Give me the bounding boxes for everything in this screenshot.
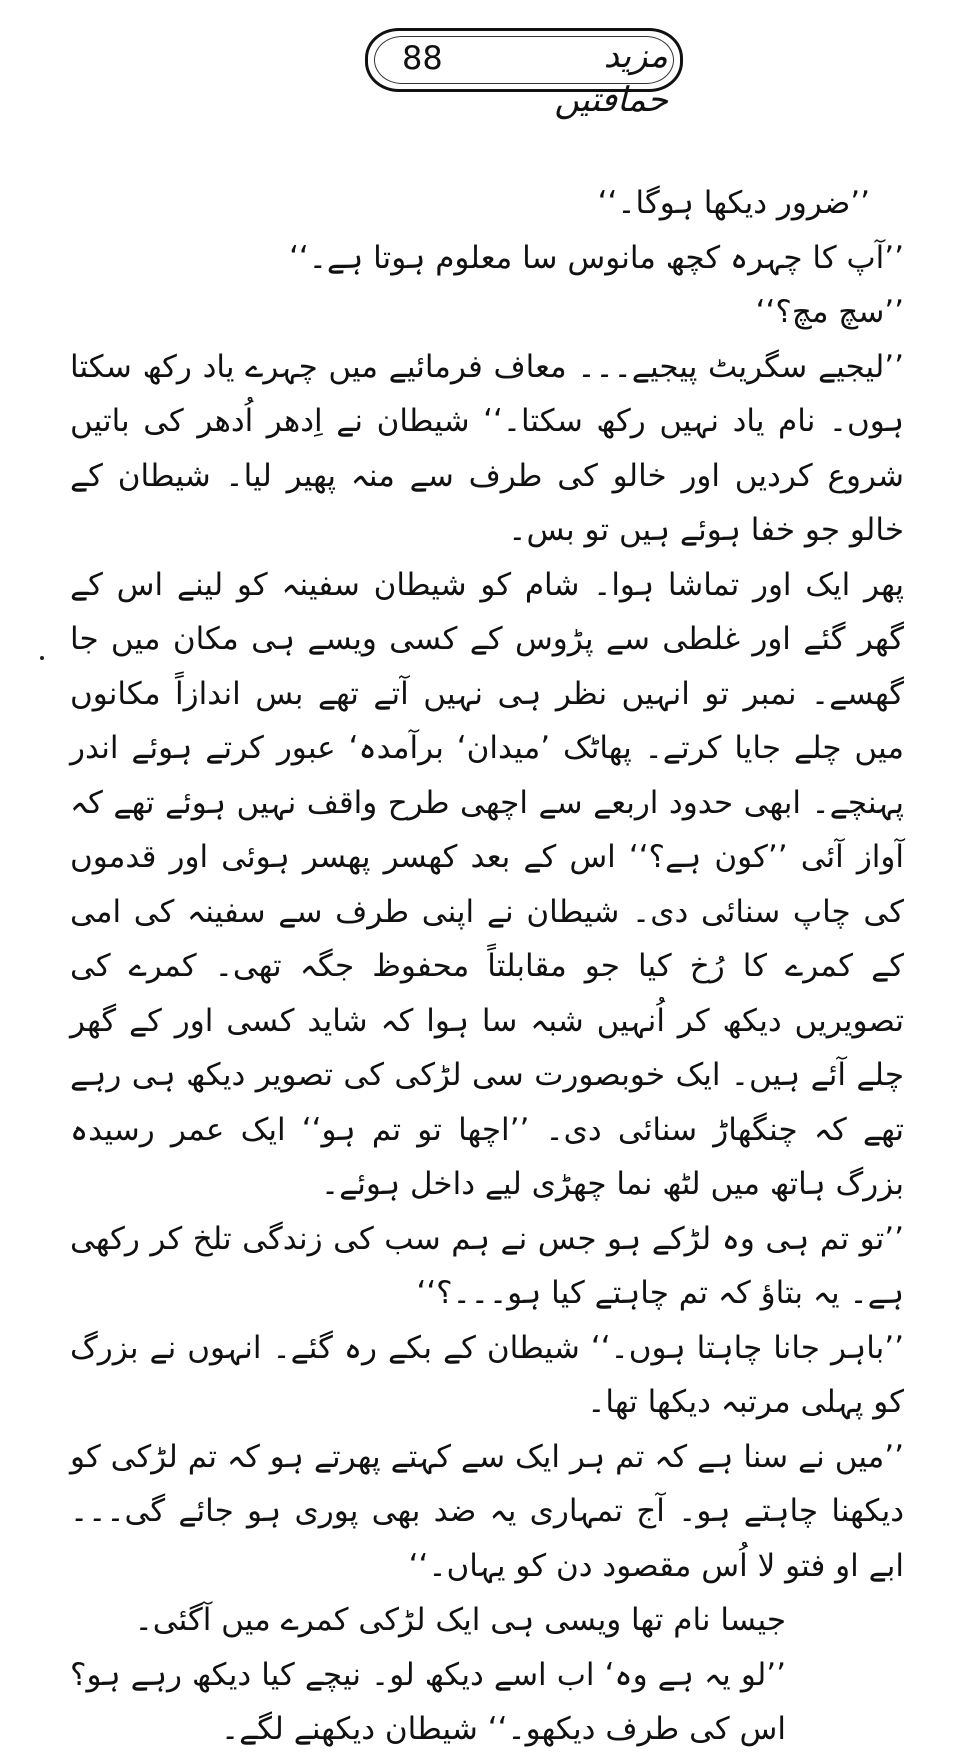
paragraph: جیسا نام تھا ویسی ہی ایک لڑکی کمرے میں آگئی۔ (134, 1602, 786, 1638)
paragraph: ’’تو تم ہی وہ لڑکے ہو جس نے ہم سب کی زندگی تلخ کر رکھی ہے۔ یہ بتاؤ کہ تم چاہتے کیا ہو۔۔۔؟‘‘ (70, 1220, 904, 1311)
paragraph: پھر ایک اور تماشا ہوا۔ شام کو شیطان سفینہ کو لینے اس کے گھر گئے اور غلطی سے پڑوس کے کسی ویسے ہی مکان میں جا گھسے۔ نمبر تو انہیں نظر ہی نہیں آتے تھے بس اندازاً مکانوں میں چلے جایا کرتے۔ پھاٹک ’میدان‘ برآمدہ‘ عبور کرتے ہوئے اندر پہنچے۔ ابھی حدود اربعے سے اچھی طرح واقف نہیں ہوئے تھے کہ آواز آئی ’’کون ہے؟‘‘ اس کے بعد کھسر پھسر ہوئی اور قدموں کی چاپ سنائی دی۔ شیطان نے اپنی طرف سے سفینہ کی امی کے کمرے کا رُخ کیا جو مقابلتاً محفوظ جگہ تھی۔ کمرے کی تصویریں دیکھ کر اُنہیں شبہ سا ہوا کہ شاید کسی اور کے گھر چلے آئے ہیں۔ ایک خوبصورت سی لڑکی کی تصویر دیکھ ہی رہے تھے کہ چنگھاڑ سنائی دی۔ ’’اچھا تو تم ہو‘‘ ایک عمر رسیدہ بزرگ ہاتھ میں لٹھ نما چھڑی لیے داخل ہوئے۔ (70, 566, 904, 1202)
paragraph: ’’سچ مچ؟‘‘ (755, 294, 904, 330)
body-text (70, 176, 926, 1757)
paragraph: ’’میں نے سنا ہے کہ تم ہر ایک سے کہتے پھرتے ہو کہ تم لڑکی کو دیکھنا چاہتے ہو۔ آج تمہاری یہ ضد بھی پوری ہو جائے گی۔۔۔ ابے او فتو لا اُس مقصود دن کو یہاں۔‘‘ (70, 1438, 904, 1584)
paragraph: ’’لو یہ ہے وہ‘ اب اسے دیکھ لو۔ نیچے کیا دیکھ رہے ہو؟ اس کی طرف دیکھو۔‘‘ شیطان دیکھنے لگے۔ (70, 1656, 786, 1747)
book-title: مزید حماقتیں (554, 36, 668, 120)
paragraph: ’’باہر جانا چاہتا ہوں۔‘‘ شیطان کے بکے رہ گئے۔ انہوں نے بزرگ کو پہلی مرتبہ دیکھا تھا۔ (70, 1329, 904, 1420)
paragraph: ’’لیجیے سگریٹ پیجیے۔۔۔ معاف فرمائیے میں چہرے یاد رکھ سکتا ہوں۔ نام یاد نہیں رکھ سکتا۔‘‘ شیطان نے اِدھر اُدھر کی باتیں شروع کردیں اور خالو کی طرف سے منہ پھیر لیا۔ شیطان کے خالو جو خفا ہوئے ہیں تو بس۔ (70, 348, 904, 548)
page-number: 88 (402, 39, 443, 77)
paragraph: ’’آپ کا چہرہ کچھ مانوس سا معلوم ہوتا ہے۔‘‘ (289, 239, 904, 276)
scan-speck (40, 656, 44, 660)
paragraph: ’’ضرور دیکھا ہوگا۔‘‘ (597, 185, 870, 221)
